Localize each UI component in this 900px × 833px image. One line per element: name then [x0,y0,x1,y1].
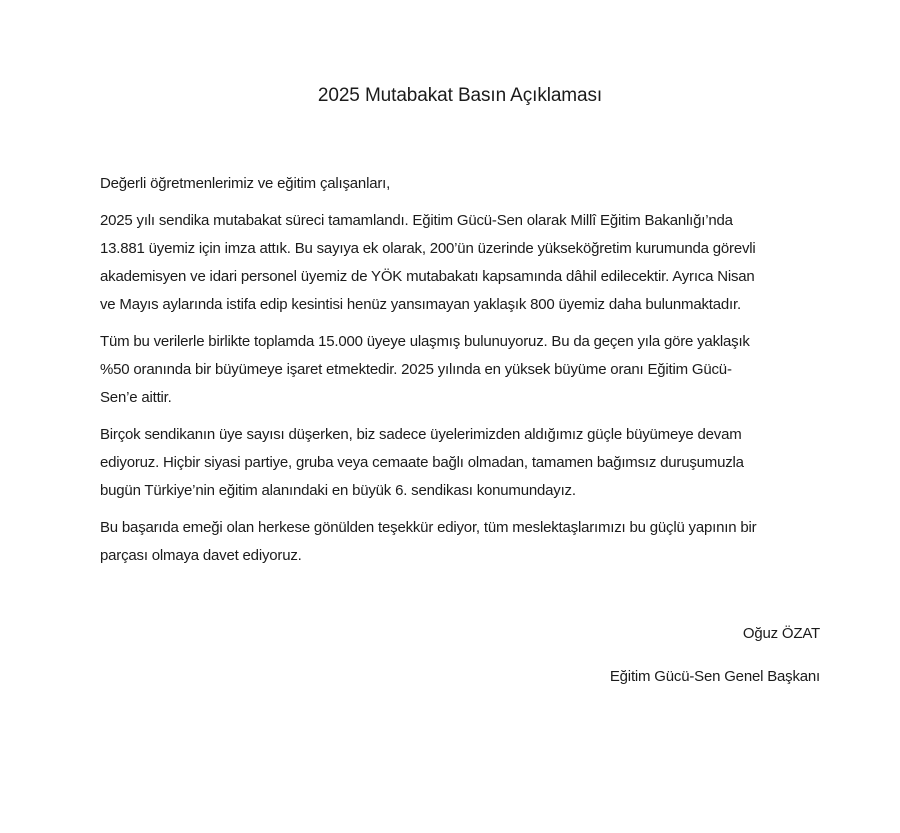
document-title: 2025 Mutabakat Basın Açıklaması [317,85,603,106]
text-line: parçası olmaya davet ediyoruz. [100,547,302,564]
text-line: ediyoruz. Hiçbir siyasi partiye, gruba veya cemaate bağlı olmadan, tamamen bağımsız duruşumuzla [100,454,744,471]
signature-block [100,620,820,691]
text-line: %50 oranında bir büyümeye işaret etmektedir. 2025 yılında en yüksek büyüme oranı Eğitim Gücü- [100,361,732,378]
text-line: 13.881 üyemiz için imza attık. Bu sayıya ek olarak, 200’ün üzerinde yükseköğretim kurumunda görevli [100,240,756,257]
text-line: Birçok sendikanın üye sayısı düşerken, biz sadece üyelerimizden aldığımız güçle büyümeye devam [100,426,742,443]
text-line: Bu başarıda emeği olan herkese gönülden teşekkür ediyor, tüm meslektaşlarımızı bu güçlü yapının bir [100,519,757,536]
signature-role: Eğitim Gücü-Sen Genel Başkanı [609,668,820,685]
text-line: 2025 yılı sendika mutabakat süreci tamamlandı. Eğitim Gücü-Sen olarak Millî Eğitim Bakanlığı’nda [100,212,733,229]
document-body [100,170,820,570]
paragraph [100,421,820,505]
paragraph [100,207,820,319]
text-line: Değerli öğretmenlerimiz ve eğitim çalışanları, [100,175,391,192]
paragraph [100,170,820,198]
text-line: ve Mayıs aylarında istifa edip kesintisi henüz yansımayan yaklaşık 800 üyemiz daha bulunmaktadır. [100,296,741,313]
paragraph [100,328,820,412]
text-line: akademisyen ve idari personel üyemiz de YÖK mutabakatı kapsamında dâhil edilecektir. Ayrıca Nisan [100,268,755,285]
text-line: bugün Türkiye’nin eğitim alanındaki en büyük 6. sendikası konumundayız. [100,482,576,499]
paragraph [100,514,820,570]
text-line: Sen’e aittir. [100,389,172,406]
text-line: Tüm bu verilerle birlikte toplamda 15.000 üyeye ulaşmış bulunuyoruz. Bu da geçen yıla göre yaklaşık [100,333,750,350]
signature-name: Oğuz ÖZAT [742,625,820,642]
